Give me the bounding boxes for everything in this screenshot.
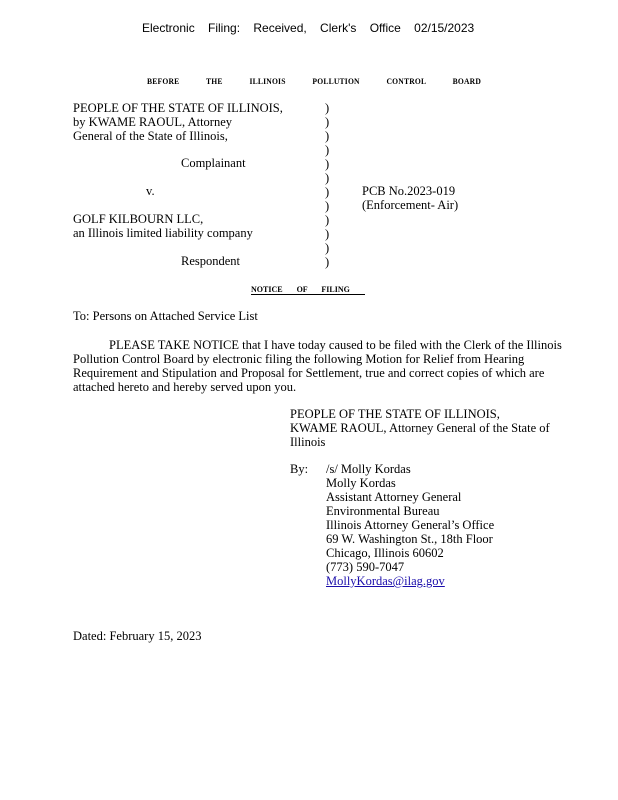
signature-line: Molly Kordas bbox=[326, 476, 396, 490]
signature-line: Illinois Attorney General’s Office bbox=[326, 518, 495, 532]
email-link[interactable]: MollyKordas@ilag.gov bbox=[326, 574, 445, 588]
case-info bbox=[362, 184, 458, 212]
paren: ) bbox=[325, 171, 330, 185]
signature-line: Assistant Attorney General bbox=[326, 490, 462, 504]
paren: ) bbox=[325, 129, 330, 143]
signature-line: Environmental Bureau bbox=[326, 504, 440, 518]
party-line: Illinois bbox=[290, 435, 326, 449]
dated-line: Dated: February 15, 2023 bbox=[73, 629, 202, 643]
body-line: Requirement and Stipulation and Proposal for Settlement, true and correct copies of which are bbox=[73, 366, 545, 380]
versus-label: v. bbox=[146, 184, 155, 198]
paren: ) bbox=[325, 241, 330, 255]
paren: ) bbox=[325, 199, 330, 213]
party-line: KWAME RAOUL, Attorney General of the State of bbox=[290, 421, 550, 435]
complainant-line: by KWAME RAOUL, Attorney bbox=[73, 115, 233, 129]
notice-body bbox=[73, 338, 562, 394]
respondent-label: Respondent bbox=[181, 254, 241, 268]
party-line: PEOPLE OF THE STATE OF ILLINOIS, bbox=[290, 407, 500, 421]
signature-line: (773) 590-7047 bbox=[326, 560, 405, 574]
complainant-line: PEOPLE OF THE STATE OF ILLINOIS, bbox=[73, 101, 283, 115]
complainant-label: Complainant bbox=[181, 156, 246, 170]
signature-line: 69 W. Washington St., 18th Floor bbox=[326, 532, 493, 546]
respondent-line: an Illinois limited liability company bbox=[73, 226, 253, 240]
paren: ) bbox=[325, 115, 330, 129]
notice-underline bbox=[251, 294, 365, 295]
caption-parenthesis-column bbox=[325, 101, 329, 269]
signature-line: Chicago, Illinois 60602 bbox=[326, 546, 444, 560]
body-line: attached hereto and hereby served upon you. bbox=[73, 380, 297, 394]
paren: ) bbox=[325, 227, 330, 241]
signature-block bbox=[326, 462, 494, 588]
body-line: Pollution Control Board by electronic filing the following Motion for Relief from Hearing bbox=[73, 352, 525, 366]
paren: ) bbox=[325, 157, 330, 171]
filing-stamp-header: Electronic Filing: Received, Clerk's Office 02/15/2023 bbox=[142, 21, 475, 35]
paren: ) bbox=[325, 101, 330, 115]
respondent-block bbox=[73, 212, 253, 240]
case-number: PCB No.2023-019 bbox=[362, 184, 456, 198]
signature-line: /s/ Molly Kordas bbox=[326, 462, 411, 476]
paren: ) bbox=[325, 213, 330, 227]
paren: ) bbox=[325, 185, 330, 199]
complainant-line: General of the State of Illinois, bbox=[73, 129, 228, 143]
paren: ) bbox=[325, 143, 330, 157]
paren: ) bbox=[325, 255, 330, 269]
complainant-block bbox=[73, 101, 283, 143]
body-line: PLEASE TAKE NOTICE that I have today caused to be filed with the Clerk of the Illinois bbox=[109, 338, 562, 352]
case-type: (Enforcement- Air) bbox=[362, 198, 459, 212]
to-line: To: Persons on Attached Service List bbox=[73, 309, 258, 323]
board-title: BEFORE THE ILLINOIS POLLUTION CONTROL BOARD bbox=[147, 77, 482, 86]
respondent-line: GOLF KILBOURN LLC, bbox=[73, 212, 204, 226]
by-label: By: bbox=[290, 462, 309, 476]
notice-title: NOTICE OF FILING bbox=[251, 285, 350, 294]
signature-party bbox=[290, 407, 550, 449]
